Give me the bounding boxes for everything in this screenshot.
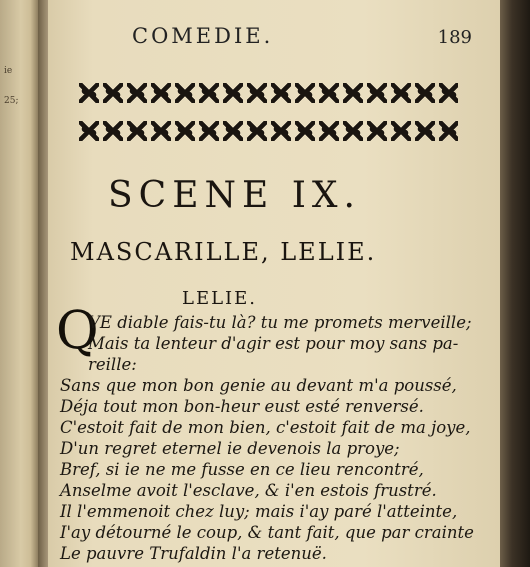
left-page-fragment: ie bbox=[4, 66, 13, 76]
book-edge-shadow bbox=[500, 0, 530, 567]
fleuron-icon bbox=[222, 80, 244, 106]
fleuron-icon bbox=[222, 118, 244, 144]
book-page bbox=[48, 0, 500, 567]
verse-line: Bref, si ie ne me fusse en ce lieu rencontré, bbox=[60, 460, 424, 479]
verse-line: C'estoit fait de mon bien, c'estoit fait de ma joye, bbox=[60, 418, 471, 437]
fleuron-icon bbox=[438, 80, 458, 106]
ornament-band-top bbox=[78, 80, 458, 106]
fleuron-icon bbox=[270, 118, 292, 144]
verse-line: I'ay détourné le coup, & tant fait, que par crainte bbox=[60, 523, 474, 542]
fleuron-icon bbox=[294, 80, 316, 106]
fleuron-icon bbox=[438, 118, 458, 144]
fleuron-icon bbox=[342, 80, 364, 106]
fleuron-icon bbox=[246, 118, 268, 144]
fleuron-icon bbox=[174, 80, 196, 106]
fleuron-icon bbox=[198, 80, 220, 106]
left-page-edge bbox=[0, 0, 38, 567]
fleuron-icon bbox=[126, 118, 148, 144]
fleuron-icon bbox=[414, 80, 436, 106]
fleuron-icon bbox=[318, 118, 340, 144]
ornament-band-bottom bbox=[78, 118, 458, 144]
speaker-name: LELIE. bbox=[182, 288, 258, 309]
fleuron-icon bbox=[246, 80, 268, 106]
verse-line: Il l'emmenoit chez luy; mais i'ay paré l'atteinte, bbox=[60, 502, 458, 521]
verse-line: Mais ta lenteur d'agir est pour moy sans pa- bbox=[88, 334, 459, 353]
fleuron-icon bbox=[390, 80, 412, 106]
verse-line: Anselme avoit l'esclave, & i'en estois frustré. bbox=[60, 481, 437, 500]
fleuron-icon bbox=[78, 118, 100, 144]
fleuron-icon bbox=[102, 118, 124, 144]
verse-line: D'un regret eternel ie devenois la proye; bbox=[60, 439, 400, 458]
running-title: COMEDIE. bbox=[132, 24, 274, 48]
fleuron-icon bbox=[294, 118, 316, 144]
verse-line: Déja tout mon bon-heur eust esté renversé. bbox=[60, 397, 424, 416]
page-number: 189 bbox=[437, 27, 472, 48]
fleuron-icon bbox=[174, 118, 196, 144]
fleuron-icon bbox=[198, 118, 220, 144]
fleuron-icon bbox=[318, 80, 340, 106]
verse-line: reille: bbox=[88, 355, 137, 374]
fleuron-icon bbox=[366, 80, 388, 106]
verse-line: VE diable fais-tu là? tu me promets merveille; bbox=[88, 313, 472, 332]
fleuron-icon bbox=[150, 80, 172, 106]
verse-line: Le pauvre Trufaldin l'a retenuë. bbox=[60, 544, 327, 563]
fleuron-icon bbox=[270, 80, 292, 106]
fleuron-icon bbox=[102, 80, 124, 106]
book-gutter bbox=[38, 0, 48, 567]
drop-capital: Q bbox=[56, 301, 99, 361]
fleuron-icon bbox=[390, 118, 412, 144]
verse-line: Sans que mon bon genie au devant m'a poussé, bbox=[60, 376, 457, 395]
fleuron-icon bbox=[126, 80, 148, 106]
fleuron-icon bbox=[150, 118, 172, 144]
fleuron-icon bbox=[342, 118, 364, 144]
fleuron-icon bbox=[366, 118, 388, 144]
scene-characters: MASCARILLE, LELIE. bbox=[70, 238, 377, 266]
fleuron-icon bbox=[414, 118, 436, 144]
scene-title: SCENE IX. bbox=[108, 175, 362, 216]
left-page-fragment: 25; bbox=[4, 96, 19, 106]
fleuron-icon bbox=[78, 80, 100, 106]
